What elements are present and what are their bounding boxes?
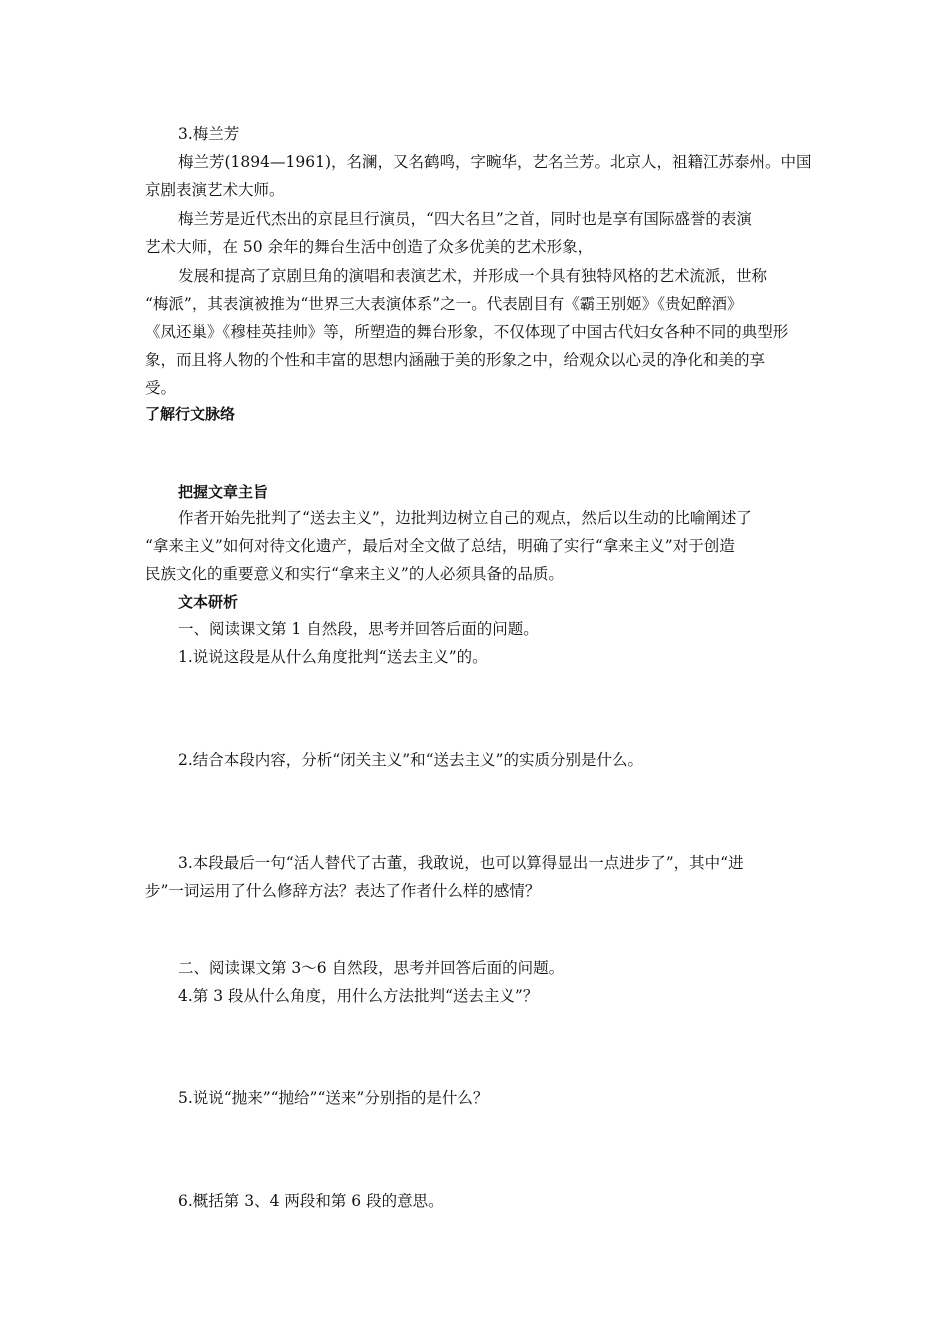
bio-line: 梅兰芳是近代杰出的京昆旦行演员，“四大名旦”之首，同时也是享有国际盛誉的表演	[178, 210, 752, 228]
heading-study: 文本研析	[178, 593, 239, 611]
bio-line: 发展和提高了京剧旦角的演唱和表演艺术，并形成一个具有独特风格的艺术流派，世称	[178, 267, 768, 285]
section-heading-mei-lanfang: 3.梅兰芳	[178, 125, 240, 143]
bio-line: 京剧表演艺术大师。	[145, 181, 285, 199]
bio-line: 象，而且将人物的个性和丰富的思想内涵融于美的形象之中，给观众以心灵的净化和美的享	[145, 351, 766, 369]
question-5: 5.说说“抛来”“抛给”“送来”分别指的是什么？	[178, 1089, 489, 1107]
theme-line: 作者开始先批判了“送去主义”，边批判边树立自己的观点，然后以生动的比喻阐述了	[178, 509, 752, 527]
question-3-cont: 步”一词运用了什么修辞方法？表达了作者什么样的感情？	[145, 882, 541, 900]
heading-context: 了解行文脉络	[145, 405, 236, 423]
heading-theme: 把握文章主旨	[178, 483, 269, 501]
bio-line: 受。	[145, 379, 177, 397]
question-4: 4.第 3 段从什么角度，用什么方法批判“送去主义”？	[178, 987, 539, 1005]
part-one-instruction: 一、阅读课文第 1 自然段，思考并回答后面的问题。	[178, 620, 539, 638]
question-6: 6.概括第 3、4 两段和第 6 段的意思。	[178, 1192, 444, 1210]
bio-line: 艺术大师，在 50 余年的舞台生活中创造了众多优美的艺术形象，	[145, 238, 594, 256]
question-3: 3.本段最后一句“活人替代了古董，我敢说，也可以算得显出一点进步了”，其中“进	[178, 854, 744, 872]
bio-line: “梅派”，其表演被推为“世界三大表演体系”之一。代表剧目有《霸王别姬》《贵妃醉酒》	[145, 295, 743, 313]
theme-line: “拿来主义”如何对待文化遗产，最后对全文做了总结，明确了实行“拿来主义”对于创造	[145, 537, 735, 555]
bio-line: 《凤还巢》《穆桂英挂帅》等，所塑造的舞台形象，不仅体现了中国古代妇女各种不同的典型形	[145, 323, 789, 341]
question-2: 2.结合本段内容，分析“闭关主义”和“送去主义”的实质分别是什么。	[178, 751, 643, 769]
part-two-instruction: 二、阅读课文第 3～6 自然段，思考并回答后面的问题。	[178, 959, 565, 977]
bio-line: 梅兰芳(1894—1961)，名澜，又名鹤鸣，字畹华，艺名兰芳。北京人，祖籍江苏泰州。中国	[178, 153, 812, 171]
question-1: 1.说说这段是从什么角度批判“送去主义”的。	[178, 648, 488, 666]
theme-line: 民族文化的重要意义和实行“拿来主义”的人必须具备的品质。	[145, 565, 564, 583]
